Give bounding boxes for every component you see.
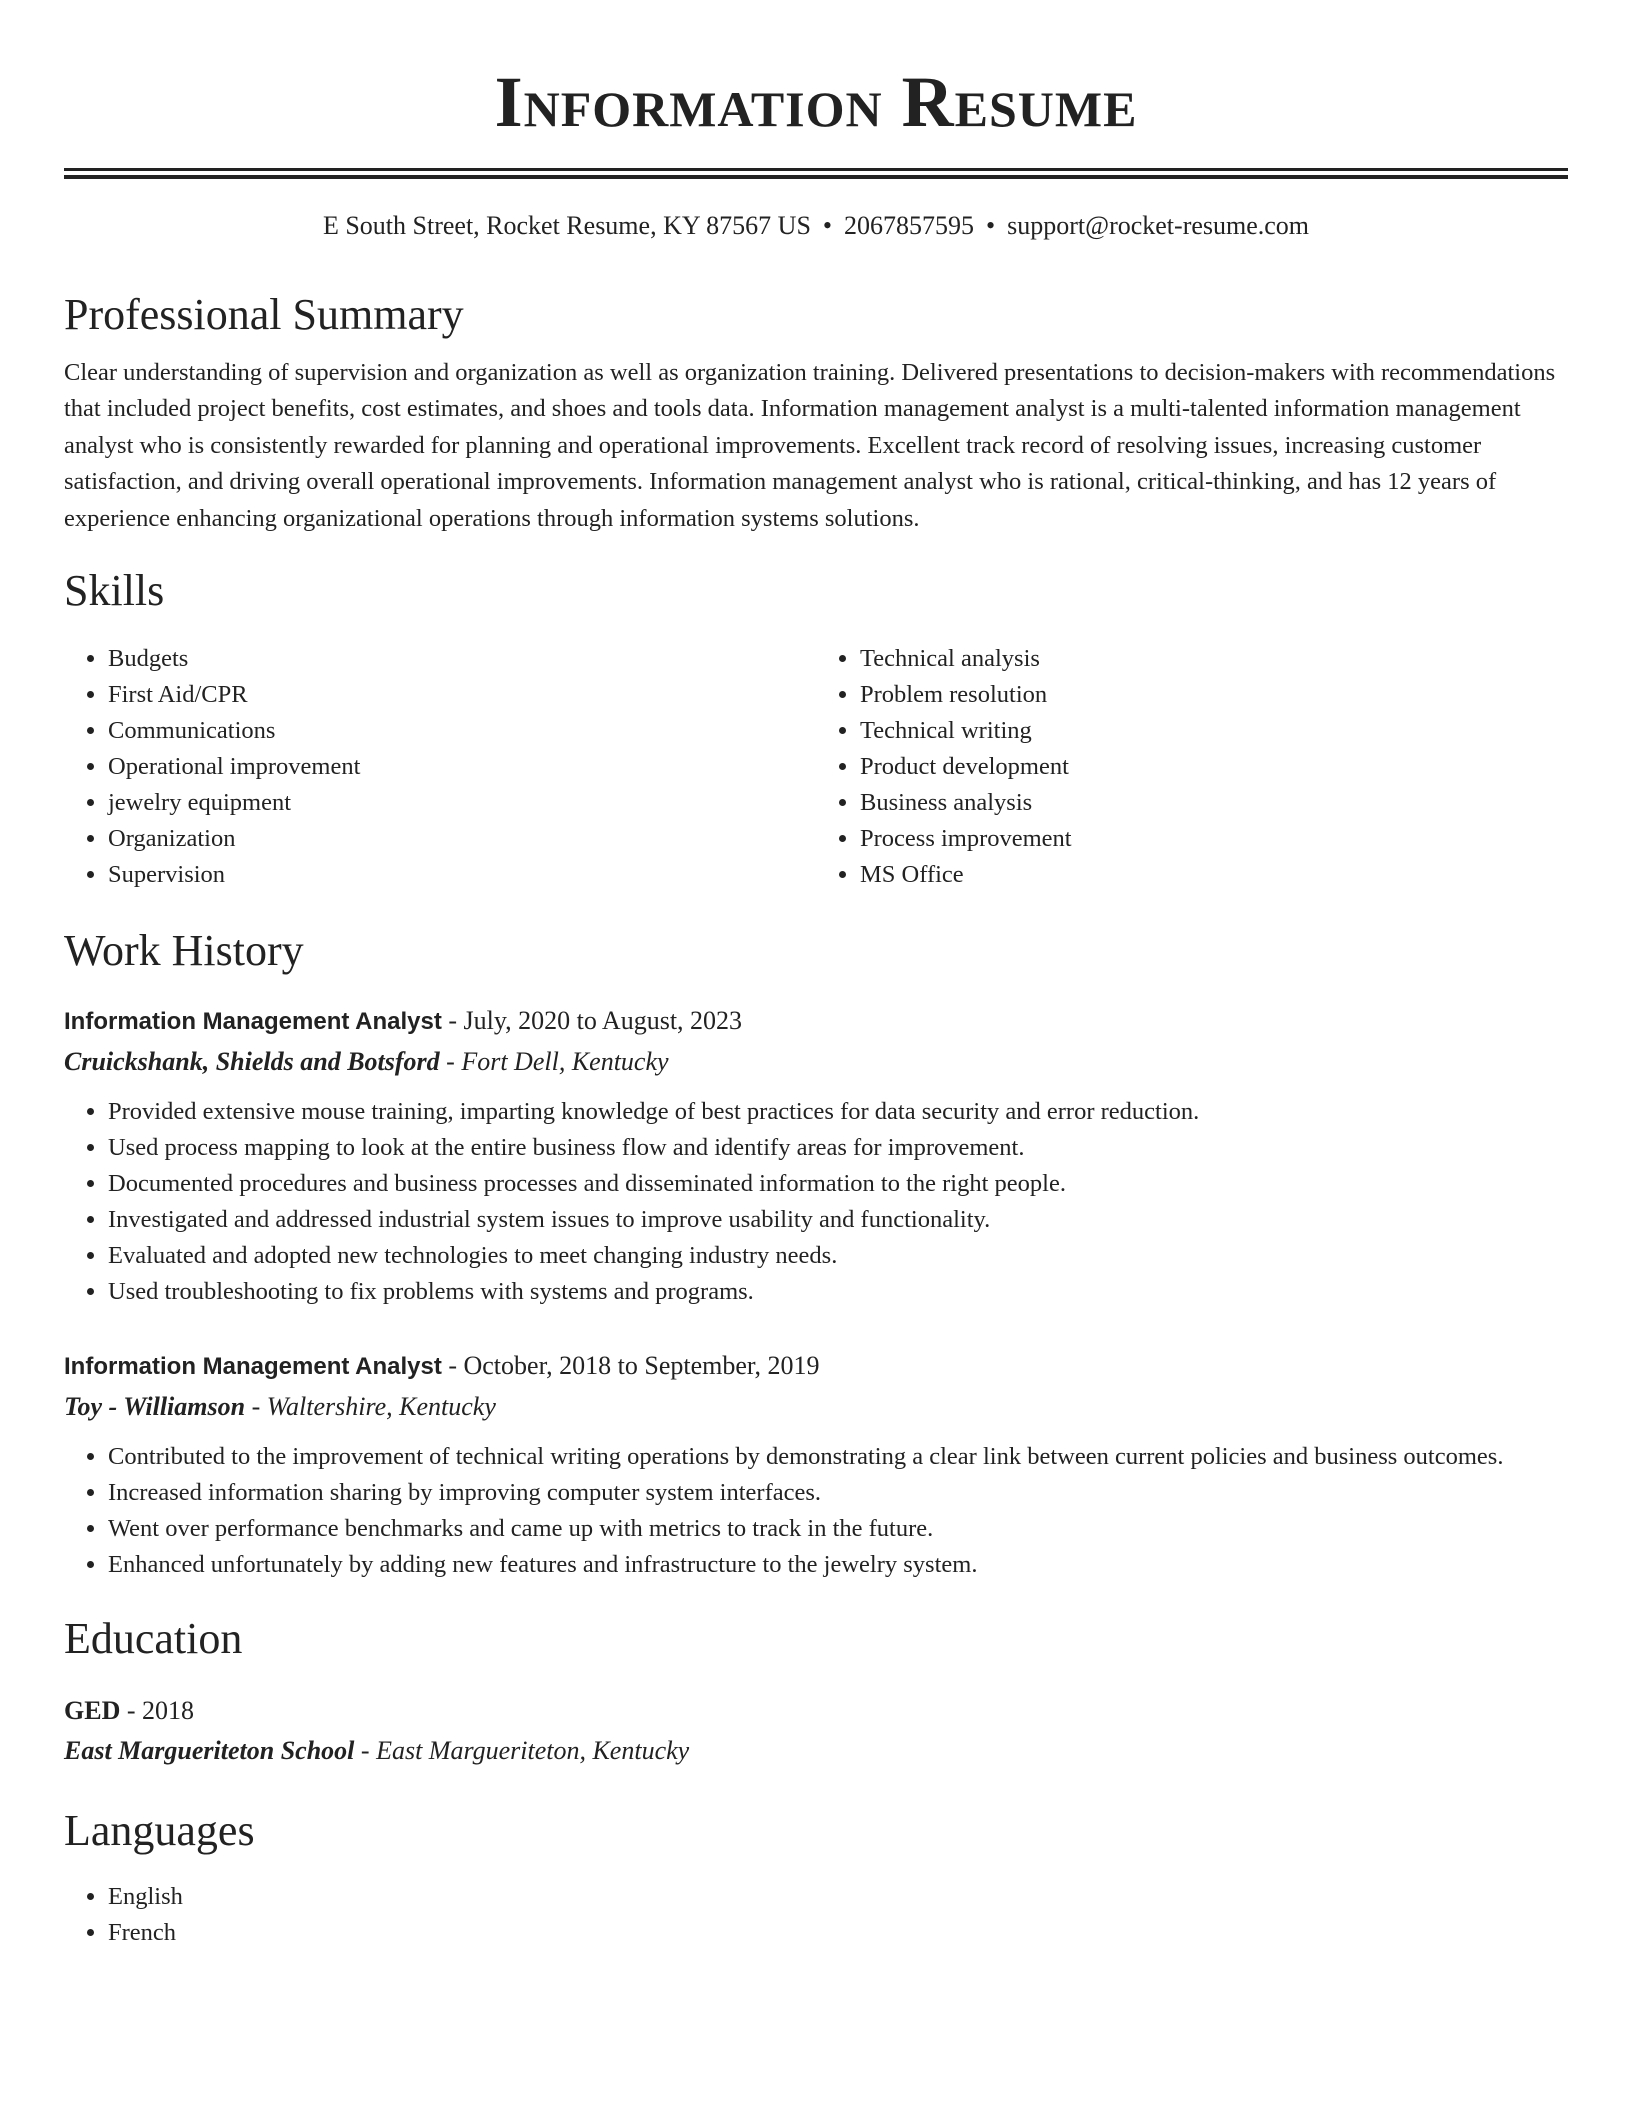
skill-item: • Operational improvement xyxy=(108,749,816,785)
job-bullet: • Went over performance benchmarks and came up with metrics to track in the future. xyxy=(108,1511,1568,1547)
job-dates: - July, 2020 to August, 2023 xyxy=(441,1006,743,1036)
school-location: - East Margueriteton, Kentucky xyxy=(354,1736,690,1766)
title-divider xyxy=(64,168,1568,179)
skills-list-left xyxy=(64,641,816,893)
education-heading: Education xyxy=(64,1614,243,1664)
degree-year: - 2018 xyxy=(120,1696,195,1726)
job-entry xyxy=(64,1346,1568,1583)
company-name: Toy - Williamson xyxy=(64,1392,246,1422)
degree-line xyxy=(64,1691,1568,1731)
job-bullets xyxy=(64,1439,1568,1583)
skills-columns xyxy=(64,641,1568,893)
skill-item: • MS Office xyxy=(860,857,1568,893)
company-line xyxy=(64,1042,1568,1082)
job-bullet: • Enhanced unfortunately by adding new features and infrastructure to the jewelry system. xyxy=(108,1547,1568,1583)
skill-item: • First Aid/CPR xyxy=(108,677,816,713)
skill-item: • jewelry equipment xyxy=(108,785,816,821)
job-bullet: • Documented procedures and business processes and disseminated information to the right people. xyxy=(108,1166,1568,1202)
language-item: • French xyxy=(108,1915,1568,1951)
company-location: - Fort Dell, Kentucky xyxy=(439,1047,669,1077)
contact-separator: • xyxy=(986,211,996,240)
job-title-line xyxy=(64,1346,1568,1387)
job-bullet: • Evaluated and adopted new technologies to meet changing industry needs. xyxy=(108,1238,1568,1274)
contact-line xyxy=(64,209,1568,243)
job-bullets xyxy=(64,1094,1568,1310)
skills-list-right xyxy=(816,641,1568,893)
resume-title: Information Resume xyxy=(494,62,1138,142)
job-title-line xyxy=(64,1001,1568,1042)
email: support@rocket-resume.com xyxy=(1007,211,1310,240)
job-title: Information Management Analyst xyxy=(64,1353,442,1381)
skill-item: • Technical analysis xyxy=(860,641,1568,677)
skill-item: • Product development xyxy=(860,749,1568,785)
school-name: East Margueriteton School xyxy=(64,1736,355,1766)
job-dates: - October, 2018 to September, 2019 xyxy=(441,1351,820,1381)
languages-heading: Languages xyxy=(64,1806,255,1856)
company-location: - Waltershire, Kentucky xyxy=(245,1392,496,1422)
job-bullet: • Used troubleshooting to fix problems with systems and programs. xyxy=(108,1274,1568,1310)
skill-item: • Budgets xyxy=(108,641,816,677)
job-bullet: • Increased information sharing by improving computer system interfaces. xyxy=(108,1475,1568,1511)
language-item: • English xyxy=(108,1879,1568,1915)
skill-item: • Organization xyxy=(108,821,816,857)
skill-item: • Communications xyxy=(108,713,816,749)
company-line xyxy=(64,1387,1568,1427)
contact-separator: • xyxy=(822,211,833,240)
school-line xyxy=(64,1731,1568,1771)
skill-item: • Business analysis xyxy=(860,785,1568,821)
skill-item: • Supervision xyxy=(108,857,816,893)
job-title: Information Management Analyst xyxy=(64,1008,442,1036)
work-history-heading: Work History xyxy=(64,926,304,976)
company-name: Cruickshank, Shields and Botsford xyxy=(64,1047,440,1077)
phone: 2067857595 xyxy=(844,211,975,240)
degree: GED xyxy=(64,1696,121,1726)
job-bullet: • Contributed to the improvement of technical writing operations by demonstrating a clear link between current policies and business outcomes. xyxy=(108,1439,1568,1475)
summary-text: Clear understanding of supervision and organization as well as organization training. Delivered presentations to decision-makers with recommendations that included project benefits, cost estimates, and shoes and tools data. Information management analyst is a multi-talented information management analyst who is consistently rewarded for planning and operational improvements. Excellent track record of resolving issues, increasing customer satisfaction, and driving overall operational improvements. Information management analyst who is rational, critical-thinking, and has 12 years of experience enhancing organizational operations through information systems solutions. xyxy=(64,359,1556,532)
job-bullet: • Provided extensive mouse training, imparting knowledge of best practices for data security and error reduction. xyxy=(108,1094,1568,1130)
skill-item: • Process improvement xyxy=(860,821,1568,857)
summary-heading: Professional Summary xyxy=(64,290,464,339)
job-bullet: • Used process mapping to look at the entire business flow and identify areas for improvement. xyxy=(108,1130,1568,1166)
skills-heading: Skills xyxy=(64,566,165,616)
address: E South Street, Rocket Resume, KY 87567 US xyxy=(322,211,811,240)
languages-list xyxy=(64,1879,1568,1951)
job-bullet: • Investigated and addressed industrial system issues to improve usability and functionality. xyxy=(108,1202,1568,1238)
skill-item: • Problem resolution xyxy=(860,677,1568,713)
job-entry xyxy=(64,1001,1568,1310)
skill-item: • Technical writing xyxy=(860,713,1568,749)
